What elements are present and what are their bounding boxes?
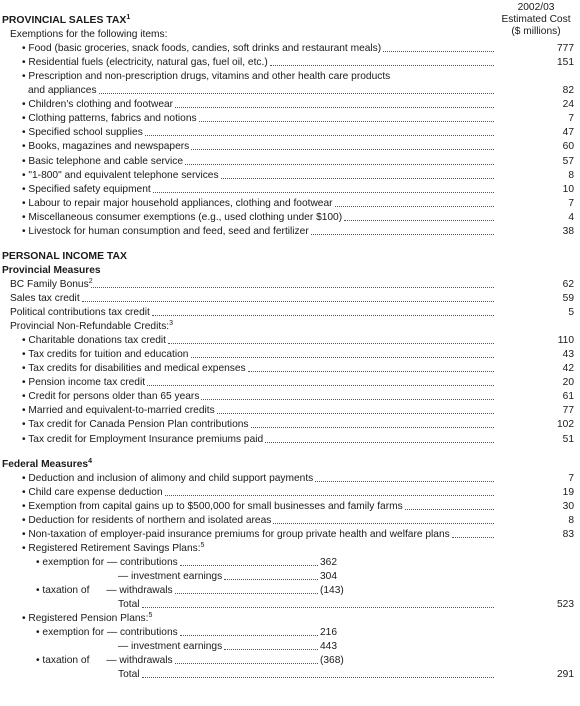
dot-leader — [199, 112, 494, 122]
footnote-marker: 5 — [148, 612, 153, 619]
row-value: 60 — [562, 141, 574, 153]
table-row — [0, 348, 580, 361]
table-row — [0, 404, 580, 417]
row-label: • Specified school supplies — [22, 127, 143, 139]
row-label: PERSONAL INCOME TAX — [2, 250, 127, 262]
dot-leader — [311, 225, 494, 235]
dot-leader — [452, 528, 494, 538]
row-label: Sales tax credit — [10, 293, 80, 304]
row-value: 38 — [562, 225, 574, 237]
table-row — [0, 292, 580, 305]
dot-leader — [251, 418, 494, 428]
table-row — [0, 472, 580, 485]
row-label: • Miscellaneous consumer exemptions (e.g., used clothing under $100) — [22, 211, 343, 223]
row-value: 10 — [562, 183, 574, 195]
table-row — [0, 84, 580, 97]
dot-leader — [165, 486, 494, 496]
table-row — [0, 28, 580, 41]
dot-leader — [315, 472, 494, 482]
row-label: • Deduction and inclusion of alimony and child support payments — [22, 472, 314, 484]
table-row — [0, 654, 580, 667]
footnote-marker: 5 — [200, 541, 205, 549]
row-value: 7 — [568, 472, 574, 484]
table-row — [0, 169, 580, 182]
dot-leader — [224, 640, 318, 650]
footnote-marker: 4 — [88, 457, 92, 465]
dot-leader — [383, 42, 494, 52]
row-label: • Married and equivalent-to-married credits — [22, 405, 215, 417]
table-row — [0, 668, 580, 681]
row-value: 59 — [562, 293, 574, 304]
table-row — [0, 542, 580, 555]
dot-leader — [147, 376, 494, 386]
row-value: 4 — [568, 211, 574, 223]
table-row — [0, 598, 580, 611]
section-title — [0, 250, 580, 263]
dot-leader — [217, 404, 494, 414]
dot-leader — [265, 433, 494, 443]
dot-leader — [175, 654, 318, 664]
row-label: • Registered Retirement Savings Plans:$^5$ — [22, 541, 205, 554]
row-value: 110 — [557, 335, 574, 347]
dot-leader — [221, 169, 494, 179]
row-label: • Non-taxation of employer-paid insurance premiums for group private health and welfare plans — [22, 528, 450, 540]
footnote-marker: 1 — [126, 14, 131, 21]
row-label: Provincial Measures — [2, 264, 101, 276]
row-value: 24 — [562, 99, 574, 111]
row-value: 51 — [562, 433, 574, 445]
dot-leader — [405, 500, 494, 510]
row-value: 777 — [557, 43, 574, 55]
subsection-title — [0, 264, 580, 277]
row-label: • Books, magazines and newspapers — [22, 141, 190, 153]
row-label: • exemption for — contributions — [36, 627, 178, 639]
row-label: • Basic telephone and cable service — [22, 155, 184, 167]
dot-leader — [344, 211, 494, 221]
table-row — [0, 362, 580, 375]
table-row — [0, 42, 580, 55]
row-label: and appliances — [28, 85, 97, 97]
subsection-title — [0, 458, 580, 471]
row-label: • Labour to repair major household appliances, clothing and footwear — [22, 197, 333, 209]
row-label: Political contributions tax credit — [10, 307, 150, 318]
dot-leader — [191, 348, 494, 358]
row-value: 5 — [568, 307, 574, 318]
row-label: • Tax credits for disabilities and medical expenses — [22, 363, 246, 375]
row-label: • exemption for — contributions — [36, 556, 178, 568]
row-label: Federal Measures$^4$ — [2, 457, 92, 470]
column-header-year: 2002/03 — [517, 2, 555, 13]
dot-leader — [185, 155, 494, 165]
dot-leader — [180, 626, 318, 636]
row-subvalue: 304 — [320, 570, 337, 582]
table-row — [0, 612, 580, 625]
row-value: 7 — [568, 197, 574, 209]
table-row — [0, 98, 580, 111]
table-row — [0, 334, 580, 347]
row-label: — investment earnings — [118, 570, 223, 582]
row-label: • Registered Pension Plans:$^5$ — [22, 612, 153, 624]
dot-leader — [142, 668, 494, 678]
table-row — [0, 500, 580, 513]
row-value: 102 — [557, 419, 574, 431]
row-label: • Credit for persons older than 65 years — [22, 391, 200, 403]
row-label: • Clothing patterns, fabrics and notions — [22, 113, 197, 125]
row-label: • Specified safety equipment — [22, 183, 151, 195]
dot-leader — [335, 197, 494, 207]
row-label: • Exemption from capital gains up to $500,000 for small businesses and family farms — [22, 500, 403, 512]
table-row — [0, 56, 580, 69]
row-subvalue: 443 — [320, 641, 337, 653]
dot-leader — [142, 598, 494, 608]
table-row — [0, 418, 580, 431]
row-label: • Residential fuels (electricity, natural gas, fuel oil, etc.) — [22, 57, 268, 69]
row-value: 77 — [562, 405, 574, 417]
row-label: • Tax credits for tuition and education — [22, 349, 189, 361]
row-label: • Food (basic groceries, snack foods, candies, soft drinks and restaurant meals) — [22, 43, 382, 55]
table-row — [0, 112, 580, 125]
row-label: Exemptions for the following items: — [10, 29, 168, 41]
dot-leader — [201, 390, 494, 400]
table-row — [0, 514, 580, 527]
row-label: • Tax credit for Canada Pension Plan contributions — [22, 419, 249, 431]
table-row — [0, 306, 580, 319]
table-row — [0, 626, 580, 639]
row-label: • Charitable donations tax credit — [22, 335, 167, 347]
dot-leader — [153, 183, 494, 193]
table-row — [0, 126, 580, 139]
table-row — [0, 155, 580, 168]
row-label: • Prescription and non-prescription drugs, vitamins and other health care products — [22, 71, 391, 83]
dot-leader — [248, 362, 494, 372]
table-row — [0, 640, 580, 653]
dot-leader — [270, 56, 494, 66]
table-row — [0, 278, 580, 291]
table-row — [0, 197, 580, 210]
column-header-unit: ($ millions) — [511, 26, 561, 37]
row-value: 82 — [562, 85, 574, 97]
table-row — [0, 320, 580, 333]
table-row — [0, 486, 580, 499]
row-subvalue: 216 — [320, 627, 337, 639]
row-value: 523 — [557, 599, 574, 610]
table-row — [0, 225, 580, 238]
table-row — [0, 183, 580, 196]
table-row — [0, 556, 580, 569]
row-label: • Pension income tax credit — [22, 377, 146, 389]
dot-leader — [224, 570, 318, 580]
row-value: 291 — [557, 669, 574, 681]
row-subvalue: 362 — [320, 556, 337, 568]
footnote-marker: 3 — [169, 320, 174, 328]
dot-leader — [175, 98, 494, 108]
column-header-title: Estimated Cost — [501, 14, 571, 25]
row-value: 83 — [562, 528, 574, 540]
table-row — [0, 211, 580, 224]
row-value: 61 — [562, 391, 574, 403]
row-value: 47 — [562, 127, 574, 139]
row-value: 30 — [562, 500, 574, 512]
table-row — [0, 376, 580, 389]
table-row — [0, 584, 580, 597]
table-row — [0, 433, 580, 446]
row-value: 8 — [568, 169, 574, 181]
dot-leader — [99, 84, 494, 94]
table-row — [0, 390, 580, 403]
row-label: • taxation of — withdrawals — [36, 585, 173, 596]
dot-leader — [180, 556, 318, 566]
row-label: • "1-800" and equivalent telephone services — [22, 169, 219, 181]
row-label: • Children's clothing and footwear — [22, 99, 174, 111]
row-label: Total — [118, 599, 140, 610]
row-label: — investment earnings — [118, 641, 223, 653]
row-value: 20 — [562, 377, 574, 389]
table-row — [0, 528, 580, 541]
dot-leader — [168, 334, 494, 344]
dot-leader — [191, 140, 494, 150]
dot-leader — [152, 306, 494, 316]
row-value: 43 — [562, 349, 574, 361]
row-label: • taxation of — withdrawals — [36, 655, 173, 667]
row-label: • Livestock for human consumption and feed, seed and fertilizer — [22, 225, 309, 237]
row-label: • Tax credit for Employment Insurance premiums paid — [22, 433, 264, 445]
table-row — [0, 570, 580, 583]
row-value: 62 — [562, 278, 574, 290]
row-subvalue: (143) — [320, 585, 344, 596]
dot-leader — [88, 277, 494, 288]
row-label: • Child care expense deduction — [22, 486, 163, 498]
dot-leader — [273, 514, 494, 524]
dot-leader — [175, 584, 318, 594]
row-label: Provincial Non-Refundable Credits:$^3$ — [10, 320, 174, 333]
section-title — [0, 14, 580, 27]
row-value: 19 — [562, 486, 574, 498]
row-value: 57 — [562, 155, 574, 167]
row-value: 8 — [568, 514, 574, 526]
row-value: 7 — [568, 113, 574, 125]
row-label: PROVINCIAL SALES TAX$^1$ — [2, 14, 131, 26]
table-row — [0, 70, 580, 83]
dot-leader — [82, 292, 494, 302]
row-value: 151 — [557, 57, 574, 69]
table-row — [0, 140, 580, 153]
dot-leader — [145, 126, 494, 136]
row-value: 42 — [562, 363, 574, 375]
row-label: BC Family Bonus$^2$ — [10, 277, 93, 290]
row-subvalue: (368) — [320, 655, 344, 667]
row-label: • Deduction for residents of northern and isolated areas — [22, 514, 272, 526]
footnote-marker: 2 — [88, 277, 93, 285]
row-label: Total — [118, 669, 140, 681]
